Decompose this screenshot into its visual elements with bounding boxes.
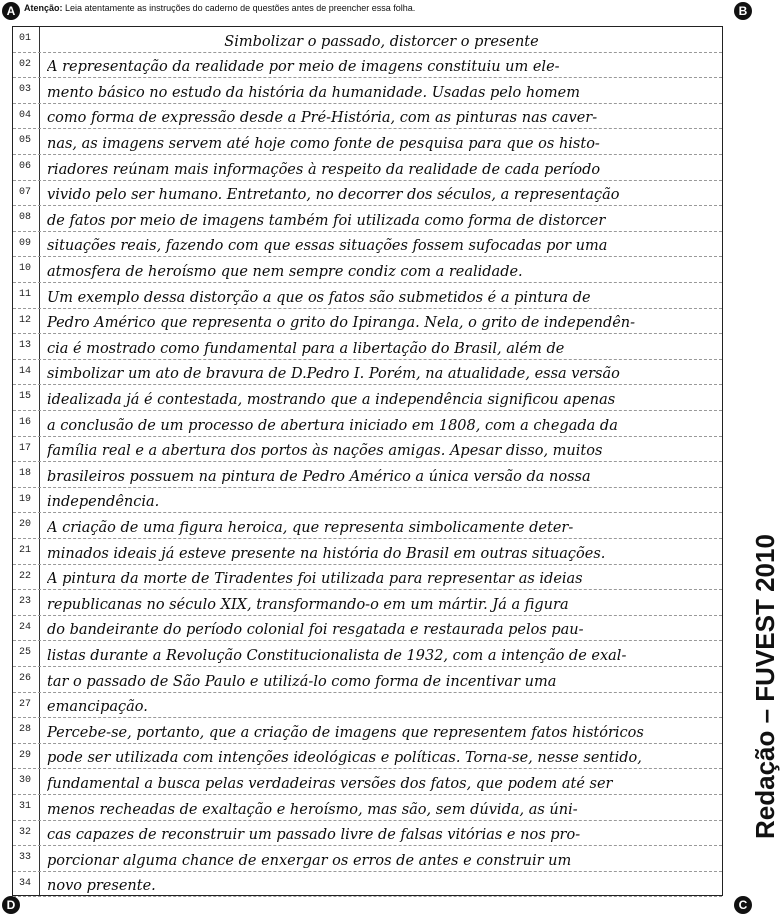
exam-title: Redação – FUVEST 2010: [750, 534, 780, 839]
essay-line: [13, 846, 722, 872]
essay-line: [13, 206, 722, 232]
corner-marker-b: B: [734, 2, 752, 20]
essay-line-text: porcionar alguma chance de enxergar os erros de antes e construir um: [47, 852, 572, 869]
essay-answer-sheet: [12, 26, 723, 896]
essay-line: [13, 565, 722, 591]
essay-line-text: nas, as imagens servem até hoje como fonte de pesquisa para que os histo-: [47, 135, 600, 152]
essay-line-text: tar o passado de São Paulo e utilizá-lo como forma de incentivar uma: [47, 673, 557, 690]
notice-text: Leia atentamente as instruções do caderno de questões antes de preencher essa folha.: [65, 3, 416, 13]
line-number: 08: [18, 212, 31, 224]
essay-line-text: Pedro Américo que representa o grito do Ipiranga. Nela, o grito de independên-: [47, 315, 636, 332]
essay-line-text: listas durante a Revolução Constitucionalista de 1932, com a intenção de exal-: [47, 647, 627, 664]
line-number: 09: [18, 237, 31, 249]
essay-line-text: de fatos por meio de imagens também foi utilizada como forma de distorcer: [47, 212, 606, 229]
essay-line-text: idealizada já é contestada, mostrando que a independência significou apenas: [47, 391, 616, 408]
essay-line-text: cas capazes de reconstruir um passado livre de falsas vitórias e nos pro-: [47, 827, 581, 844]
essay-line: [13, 641, 722, 667]
essay-line: [13, 257, 722, 283]
essay-line-text: republicanas no século XIX, transformando-o em um mártir. Já a figura: [47, 596, 569, 613]
essay-line: [13, 411, 722, 437]
essay-line: [13, 232, 722, 258]
line-number: 05: [18, 135, 31, 147]
essay-line: [13, 78, 722, 104]
essay-line-text: Percebe-se, portanto, que a criação de imagens que representem fatos históricos: [47, 724, 644, 741]
essay-line-text: cia é mostrado como fundamental para a libertação do Brasil, além de: [47, 340, 565, 357]
essay-line: [13, 27, 722, 53]
essay-line-text: simbolizar um ato de bravura de D.Pedro I. Porém, na atualidade, essa versão: [47, 366, 620, 383]
essay-line-text: emancipação.: [47, 699, 148, 716]
essay-line: [13, 718, 722, 744]
line-number: 25: [18, 647, 31, 659]
essay-line: [13, 821, 722, 847]
essay-line-text: vivido pelo ser humano. Entretanto, no decorrer dos séculos, a representação: [47, 187, 620, 204]
line-number: 26: [18, 673, 31, 684]
essay-line-text: novo presente.: [47, 878, 156, 895]
line-number: 31: [18, 801, 31, 812]
essay-line: [13, 334, 722, 360]
essay-line-text: A pintura da morte de Tiradentes foi utilizada para representar as ideias: [47, 571, 583, 588]
line-number: 15: [18, 391, 31, 403]
line-number: 19: [18, 493, 31, 505]
line-number: 29: [18, 749, 31, 761]
essay-line-text: menos recheadas de exaltação e heroísmo, mas são, sem dúvida, as úni-: [47, 801, 578, 818]
essay-line-text: brasileiros possuem na pintura de Pedro Américo a única versão da nossa: [47, 468, 591, 485]
line-number: 23: [18, 596, 31, 608]
line-number: 06: [18, 161, 31, 172]
line-number: 10: [18, 263, 31, 275]
essay-line: [13, 616, 722, 642]
essay-line-text: a conclusão de um processo de abertura iniciado em 1808, com a chegada da: [47, 417, 618, 434]
essay-line-text: do bandeirante do período colonial foi resgatada e restaurada pelos pau-: [47, 622, 584, 639]
line-number: 22: [18, 570, 31, 582]
essay-line: [13, 462, 722, 488]
essay-line-text: atmosfera de heroísmo que nem sempre condiz com a realidade.: [47, 263, 523, 280]
essay-title: Simbolizar o passado, distorcer o presente: [224, 33, 539, 50]
corner-marker-d: D: [2, 896, 20, 914]
line-number: 32: [18, 826, 31, 838]
essay-line-text: família real e a abertura dos portos às nações amigas. Apesar disso, muitos: [47, 443, 603, 460]
essay-line-text: A criação de uma figura heroica, que representa simbolicamente deter-: [47, 519, 574, 536]
line-number: 18: [18, 468, 31, 480]
essay-line: [13, 872, 722, 898]
essay-line-text: mento básico no estudo da história da humanidade. Usadas pelo homem: [47, 84, 580, 101]
essay-line-text: pode ser utilizada com intenções ideológicas e políticas. Torna-se, nesse sentido,: [47, 750, 642, 767]
essay-line: [13, 693, 722, 719]
essay-line-text: fundamental a busca pelas verdadeiras versões dos fatos, que podem até ser: [47, 775, 613, 792]
line-number: 02: [18, 58, 31, 70]
essay-line: [13, 309, 722, 335]
essay-line: [13, 539, 722, 565]
line-number: 16: [18, 417, 31, 428]
essay-line-text: A representação da realidade por meio de imagens constituiu um ele-: [47, 59, 560, 76]
essay-line: [13, 155, 722, 181]
line-number: 11: [18, 289, 31, 300]
essay-line-text: situações reais, fazendo com que essas situações fossem sufocadas por uma: [47, 238, 608, 255]
essay-line: [13, 513, 722, 539]
essay-line-text: Um exemplo dessa distorção a que os fatos são submetidos é a pintura de: [47, 289, 591, 306]
essay-line: [13, 385, 722, 411]
line-number: 03: [18, 84, 31, 96]
line-number: 13: [18, 340, 31, 352]
essay-line: [13, 590, 722, 616]
essay-line: [13, 104, 722, 130]
line-number: 24: [18, 621, 31, 633]
line-number: 28: [18, 724, 31, 736]
essay-line: [13, 360, 722, 386]
essay-line: [13, 488, 722, 514]
corner-marker-a: A: [2, 2, 20, 20]
line-number: 17: [18, 442, 31, 454]
essay-line: [13, 283, 722, 309]
essay-line: [13, 437, 722, 463]
line-number: 27: [18, 698, 31, 710]
essay-line: [13, 53, 722, 79]
corner-marker-c: C: [734, 896, 752, 914]
essay-line-text: como forma de expressão desde a Pré-História, com as pinturas nas caver-: [47, 110, 598, 127]
line-number: 30: [18, 775, 31, 787]
line-number: 07: [18, 186, 31, 198]
essay-line: [13, 769, 722, 795]
essay-line-text: independência.: [47, 494, 160, 511]
essay-line: [13, 744, 722, 770]
essay-line: [13, 181, 722, 207]
line-number: 34: [18, 877, 31, 889]
line-number: 14: [18, 365, 31, 377]
line-number: 21: [18, 545, 31, 556]
line-number: 12: [18, 314, 31, 326]
essay-line: [13, 795, 722, 821]
line-number: 33: [18, 852, 31, 864]
line-number: 20: [18, 519, 31, 531]
essay-line: [13, 667, 722, 693]
essay-line: [13, 129, 722, 155]
essay-line-text: minados ideais já esteve presente na história do Brasil em outras situações.: [47, 545, 606, 562]
notice-label: Atenção:: [24, 3, 63, 13]
line-number: 01: [18, 33, 31, 44]
essay-line-text: riadores reúnam mais informações à respeito da realidade de cada período: [47, 161, 601, 178]
instruction-notice: [24, 3, 415, 13]
side-label: [724, 530, 780, 870]
line-number: 04: [18, 109, 31, 121]
